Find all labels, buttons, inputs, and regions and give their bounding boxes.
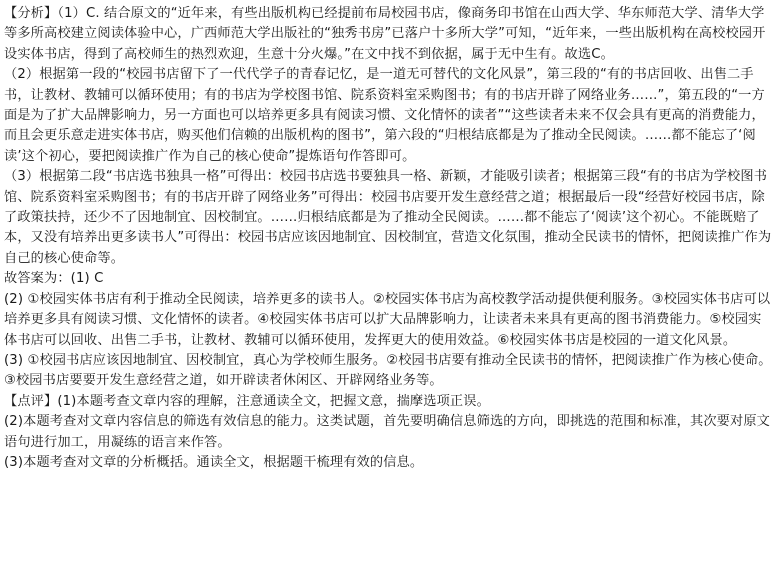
analysis-paragraph-1: 【分析】（1）C. 结合原文的“近年来，有些出版机构已经提前布局校园书店，像商务印书馆在山西大学、华东师范大学、清华大学等多所高校建立阅读体验中心，广西师范大学出版社的“独秀书房”已落户十多所大学”可知，“近年来，一些出版机构在高校校园开设实体书店，得到了高校师生的热烈欢迎，生意十分火爆。”在文中找不到依据，属于无中生有。故选C。	[4, 6, 766, 62]
analysis-paragraph-3: （3）根据第二段“书店选书独具一格”可得出：校园书店选书要独具一格、新颖，才能吸引读者；根据第三段“有的书店为学校图书馆、院系资料室采购图书；有的书店开辟了网络业务”可得出：校园书店要开发生意经营之道；根据最后一段“经营好校园书店，除了政策扶持，还少不了因地制宜、因校制宜。……归根结底都是为了推动全民阅读。……都不能忘了‘阅读’这个初心。不能既赔了本，又没有培养出更多读书人”可得出：校园书店应该因地制宜、因校制宜，营造文化氛围，推动全民读书的情怀，把阅读推广作为自己的核心使命等。	[4, 169, 772, 266]
comment-2: (2)本题考查对文章内容信息的筛选有效信息的能力。这类试题，首先要明确信息筛选的方向，即挑选的范围和标准，其次要对原文语句进行加工，用凝练的语言来作答。	[4, 414, 771, 450]
answer-part-2: (2) ①校园实体书店有利于推动全民阅读，培养更多的读书人。②校园实体书店为高校教学活动提供便利服务。③校园实体书店可以培养更多具有阅读习惯、文化情怀的读者。④校园实体书店可以扩大品牌影响力，让读者未来具有更高的图书消费能力。⑤校园实体书店可以回收、出售二手书，让教材、教辅可以循环使用，发挥更大的使用效益。⑥校园实体书店是校园的一道文化风景。	[4, 291, 771, 348]
answer-part-3: (3) ①校园书店应该因地制宜、因校制宜，真心为学校师生服务。②校园书店要有推动全民读书的情怀，把阅读推广作为核心使命。③校园书店要要开发生意经营之道，如开辟读者休闲区、开辟网络业务等。	[4, 352, 772, 389]
comment-3: (3)本题考查对文章的分析概括。通读全文，根据题干梳理有效的信息。	[4, 454, 424, 470]
answer-intro: 故答案为：(1) C	[4, 271, 104, 287]
analysis-paragraph-2: （2）根据第一段的“校园书店留下了一代代学子的青春记忆，是一道无可替代的文化风景”，第三段的“有的书店回收、出售二手书，让教材、教辅可以循环使用；有的书店为学校图书馆、院系资料室采购图书；有的书店开辟了网络业务……”，第五段的“一方面是为了扩大品牌影响力，另一方面也可以培养更多具有阅读习惯、文化情怀的读者”“这些读者未来不仅会具有更高的消费能力，而且会更乐意走进实体书店，购买他们信赖的出版机构的图书”，第六段的“归根结底都是为了推动全民阅读。……都不能忘了‘阅读’这个初心，要把阅读推广作为自己的核心使命”提炼语句作答即可。	[4, 67, 765, 164]
comment-1: 【点评】(1)本题考查文章内容的理解，注意通读全文，把握文意，揣摩选项正误。	[4, 393, 490, 409]
